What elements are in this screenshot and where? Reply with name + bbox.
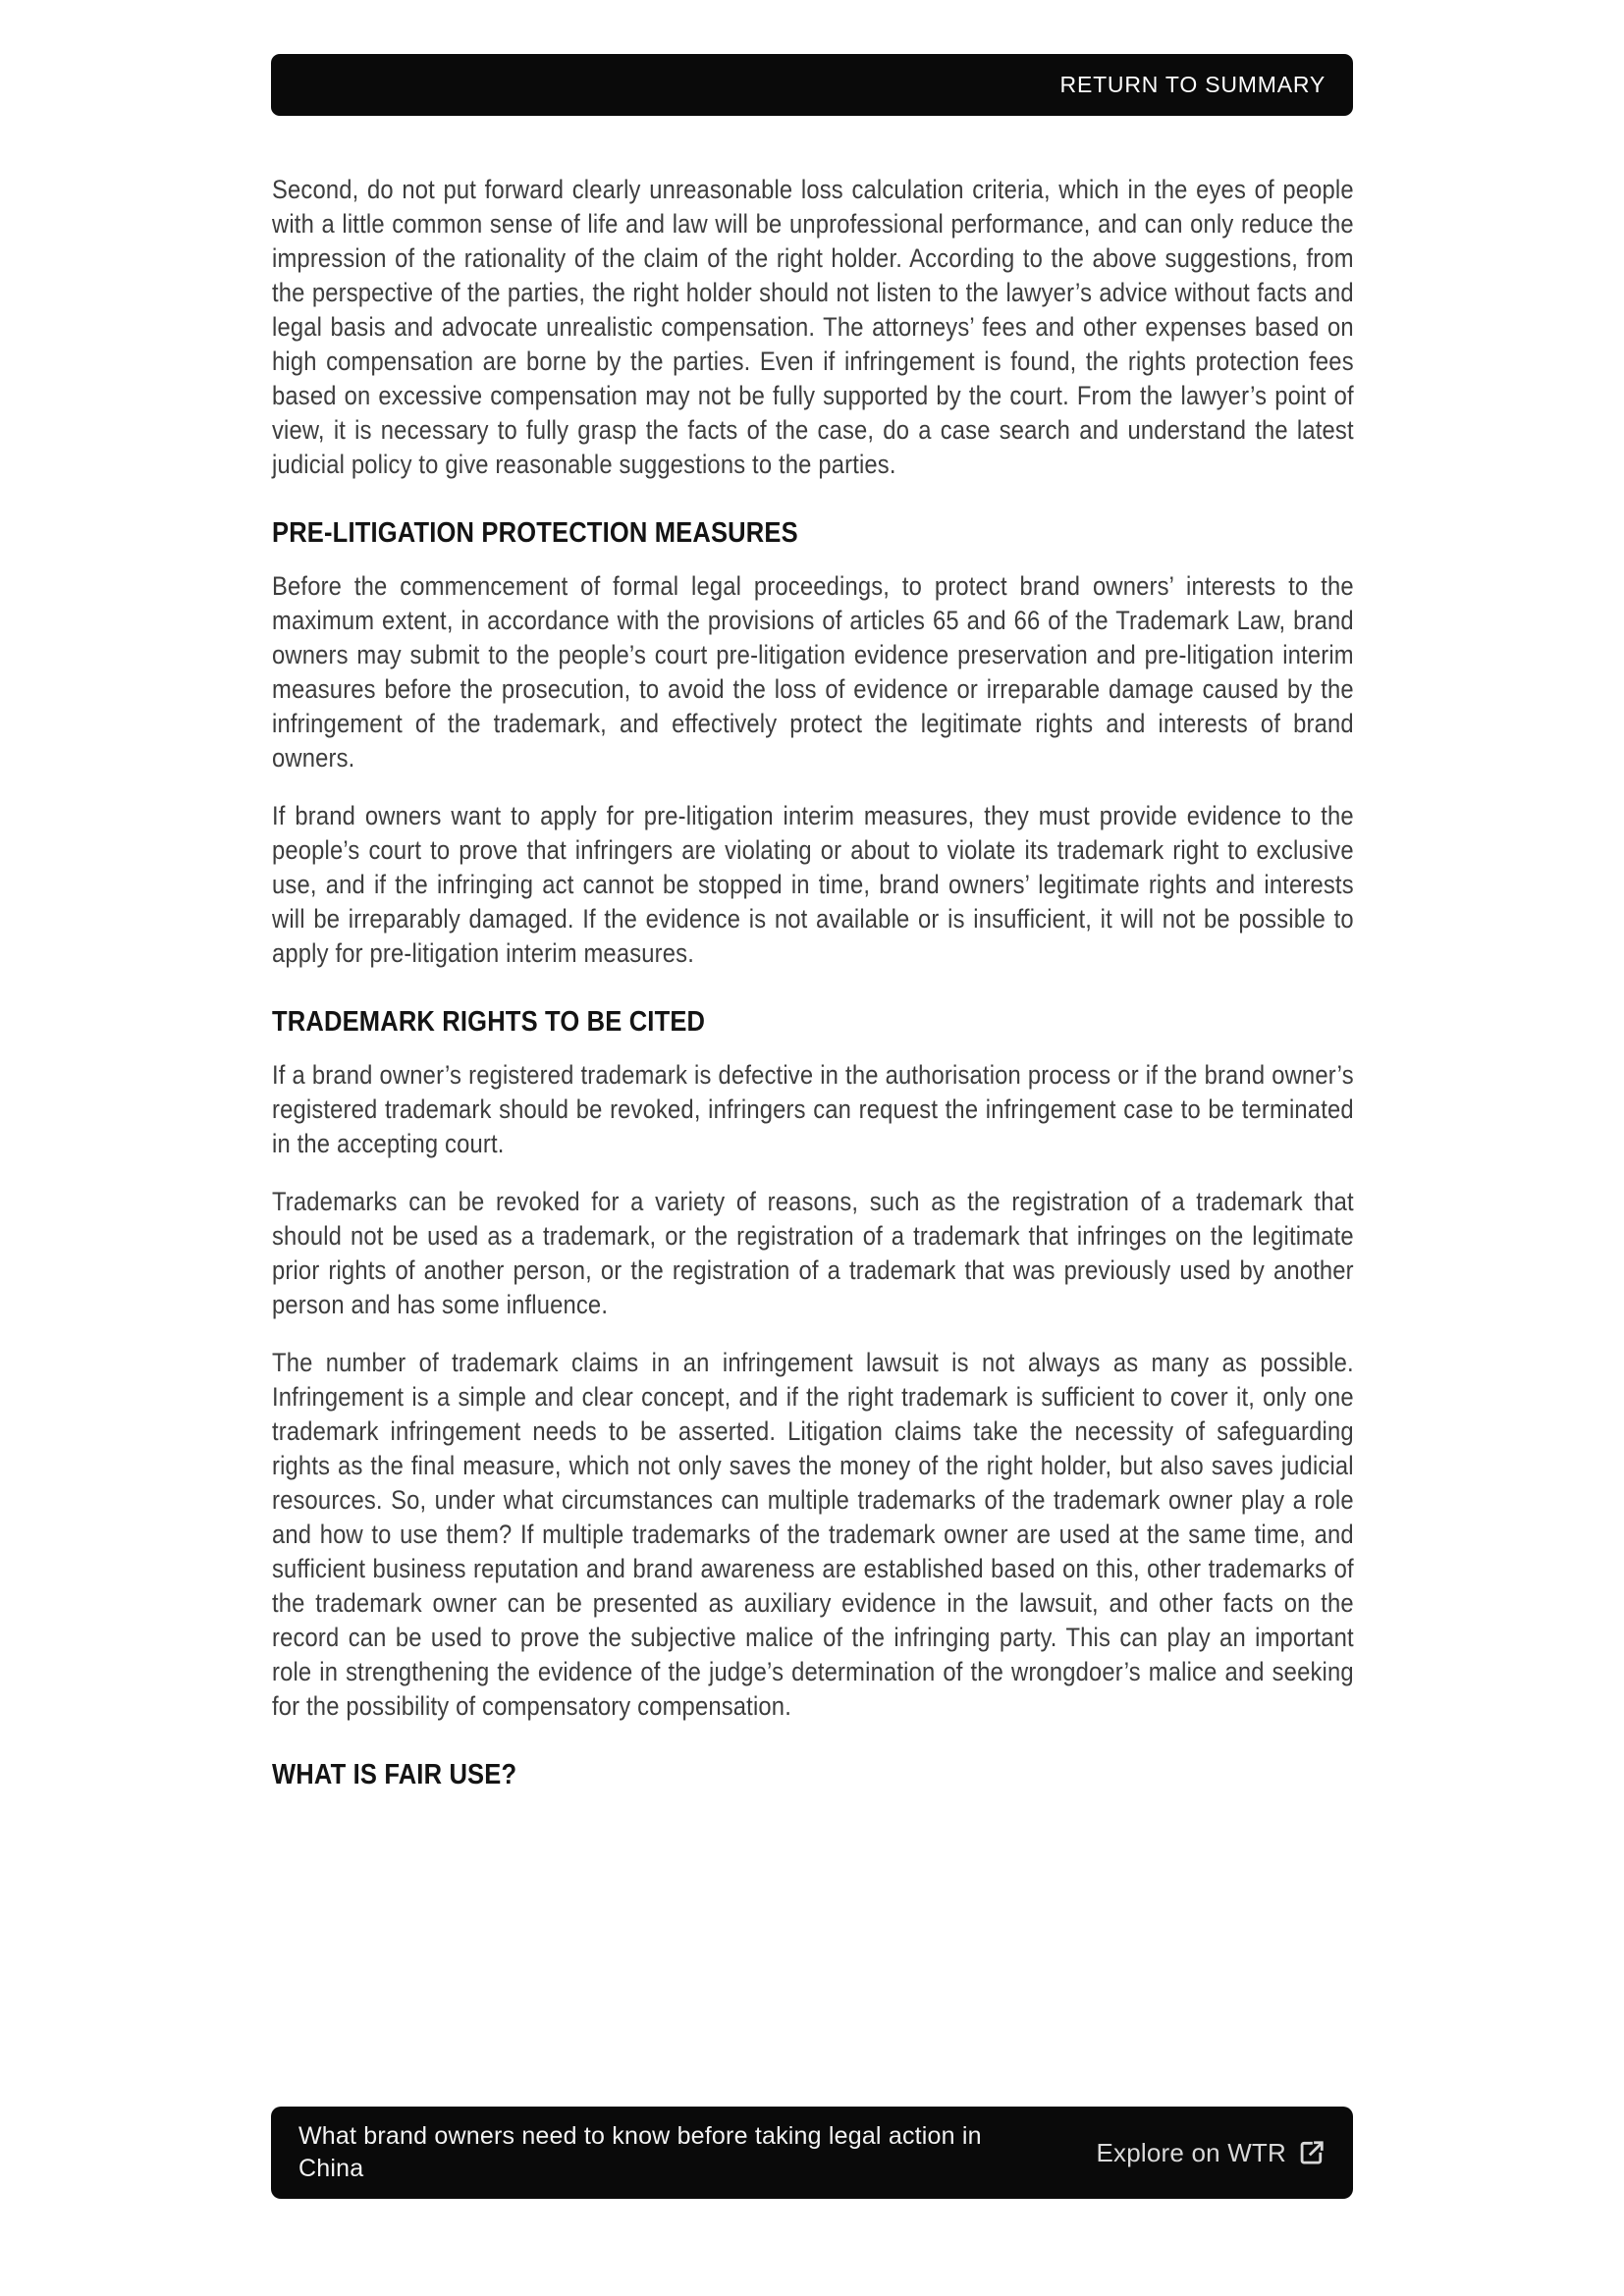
explore-on-wtr-label: Explore on WTR <box>1096 2137 1286 2167</box>
heading-pre-litigation-protection-measures: PRE-LITIGATION PROTECTION MEASURES <box>272 517 798 549</box>
paragraph-number-of-claims: The number of trademark claims in an infringement lawsuit is not always as many as possible. Infringement is a simple and clear concept, and if the right trademark is sufficient to cover it, only one trademark infringement needs to be asserted. Litigation claims take the necessity of safeguarding rights as the final measure, which not only saves the money of the right holder, but also saves judicial resources. So, under what circumstances can multiple trademarks of the trademark owner play a role and how to use them? If multiple trademarks of the trademark owner are used at the same time, and sufficient business reputation and brand awareness are established based on this, other trademarks of the trademark owner can be presented as auxiliary evidence in the lawsuit, and other facts on the record can be used to prove the subjective malice of the infringing party. This can play an important role in strengthening the evidence of the judge’s determination of the wrongdoer’s malice and seeking for the possibility of compensatory compensation. <box>272 1348 1354 1721</box>
paragraph-before-proceedings: Before the commencement of formal legal proceedings, to protect brand owners’ interests to the maximum extent, in accordance with the provisions of articles 65 and 66 of the Trademark Law, brand owners may submit to the people’s court pre-litigation evidence preservation and pre-litigation interim measures before the prosecution, to avoid the loss of evidence or irreparable damage caused by the infringement of the trademark, and effectively protect the legitimate rights and interests of brand owners. <box>272 571 1354 773</box>
article-body <box>272 173 1354 1811</box>
footer-bar <box>271 2107 1353 2199</box>
paragraph-loss-calculation: Second, do not put forward clearly unreasonable loss calculation criteria, which in the eyes of people with a little common sense of life and law will be unprofessional performance, and can only reduce the impression of the rationality of the claim of the right holder. According to the above suggestions, from the perspective of the parties, the right holder should not listen to the lawyer’s advice without facts and legal basis and advocate unrealistic compensation. The attorneys’ fees and other expenses based on high compensation are borne by the parties. Even if infringement is found, the rights protection fees based on excessive compensation may not be fully supported by the court. From the lawyer’s point of view, it is necessary to fully grasp the facts of the case, do a case search and understand the latest judicial policy to give reasonable suggestions to the parties. <box>272 175 1354 479</box>
heading-trademark-rights-to-be-cited: TRADEMARK RIGHTS TO BE CITED <box>272 1006 706 1038</box>
heading-what-is-fair-use: WHAT IS FAIR USE? <box>272 1759 517 1790</box>
article-title: What brand owners need to know before taking legal action in China <box>298 2122 982 2182</box>
paragraph-defective-trademark: If a brand owner’s registered trademark is defective in the authorisation process or if the brand owner’s registered trademark should be revoked, infringers can request the infringement case to be terminated in the accepting court. <box>272 1060 1354 1158</box>
return-to-summary-link[interactable]: RETURN TO SUMMARY <box>1059 72 1326 97</box>
paragraph-revocation-reasons: Trademarks can be revoked for a variety of reasons, such as the registration of a trademark that should not be used as a trademark, or the registration of a trademark that infringes on the legitimate prior rights of another person, or the registration of a trademark that was previously used by another person and has some influence. <box>272 1187 1354 1319</box>
external-link-icon <box>1298 2139 1326 2166</box>
explore-on-wtr-link[interactable] <box>1096 2138 1326 2168</box>
top-nav-bar <box>271 54 1353 116</box>
paragraph-interim-measures: If brand owners want to apply for pre-litigation interim measures, they must provide evidence to the people’s court to prove that infringers are violating or about to violate its trademark right to exclusive use, and if the infringing act cannot be stopped in time, brand owners’ legitimate rights and interests will be irreparably damaged. If the evidence is not available or is insufficient, it will not be possible to apply for pre-litigation interim measures. <box>272 801 1354 968</box>
